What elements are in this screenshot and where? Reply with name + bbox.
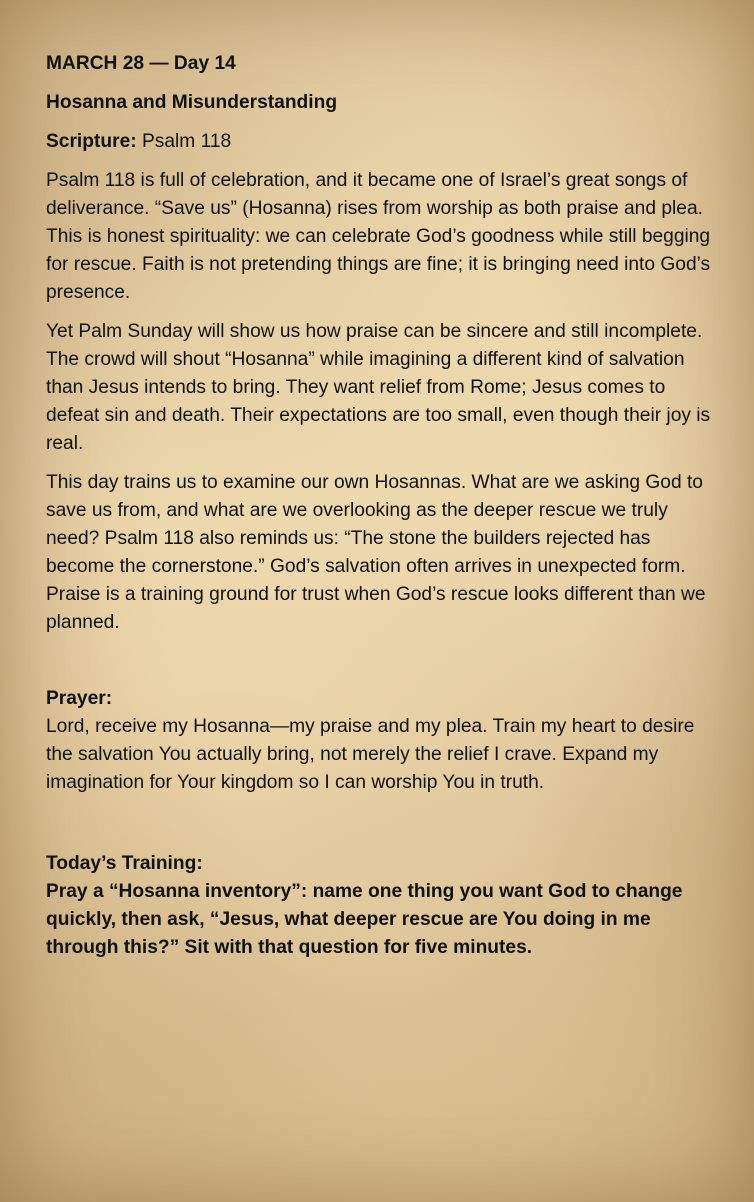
scripture-text: Psalm 118 — [141, 131, 232, 152]
scripture-reference — [46, 128, 714, 156]
prayer-label: Prayer: — [46, 688, 113, 709]
body-paragraph-1: Psalm 118 is full of celebration, and it became one of Israel’s great songs of deliverance. “Save us” (Hosanna) rises from worship as both praise and plea. This is honest spirituality: we can celebrate God’s goodness while still begging for rescue. Faith is not pretending things are fine; it is bringing need into God’s presence. — [46, 170, 711, 303]
body-paragraph-2: Yet Palm Sunday will show us how praise can be sincere and still incomplete. The crowd will shout “Hosanna” while imagining a different kind of salvation than Jesus intends to bring. They want relief from Rome; Jesus comes to defeat sin and death. Their expectations are too small, even though their joy is real. — [46, 321, 711, 454]
prayer-text: Lord, receive my Hosanna—my praise and my plea. Train my heart to desire the salvation You actually bring, not merely the relief I crave. Expand my imagination for Your kingdom so I can worship You in truth. — [46, 716, 695, 793]
section-spacer — [46, 797, 714, 850]
scripture-label: Scripture: — [46, 131, 137, 152]
devotional-title: Hosanna and Misunderstanding — [46, 92, 338, 113]
devotional-page — [46, 50, 714, 962]
section-spacer — [46, 648, 714, 685]
training-text: Pray a “Hosanna inventory”: name one thing you want God to change quickly, then ask, “Jesus, what deeper rescue are You doing in me through this?” Sit with that question for five minutes. — [46, 881, 683, 958]
training-label: Today’s Training: — [46, 853, 203, 874]
body-paragraph-3: This day trains us to examine our own Hosannas. What are we asking God to save us from, and what are we overlooking as the deeper rescue we truly need? Psalm 118 also reminds us: “The stone the builders rejected has become the cornerstone.” God’s salvation often arrives in unexpected form. Praise is a training ground for trust when God’s rescue looks different than we planned. — [46, 472, 706, 633]
date-heading: MARCH 28 — Day 14 — [46, 53, 236, 74]
